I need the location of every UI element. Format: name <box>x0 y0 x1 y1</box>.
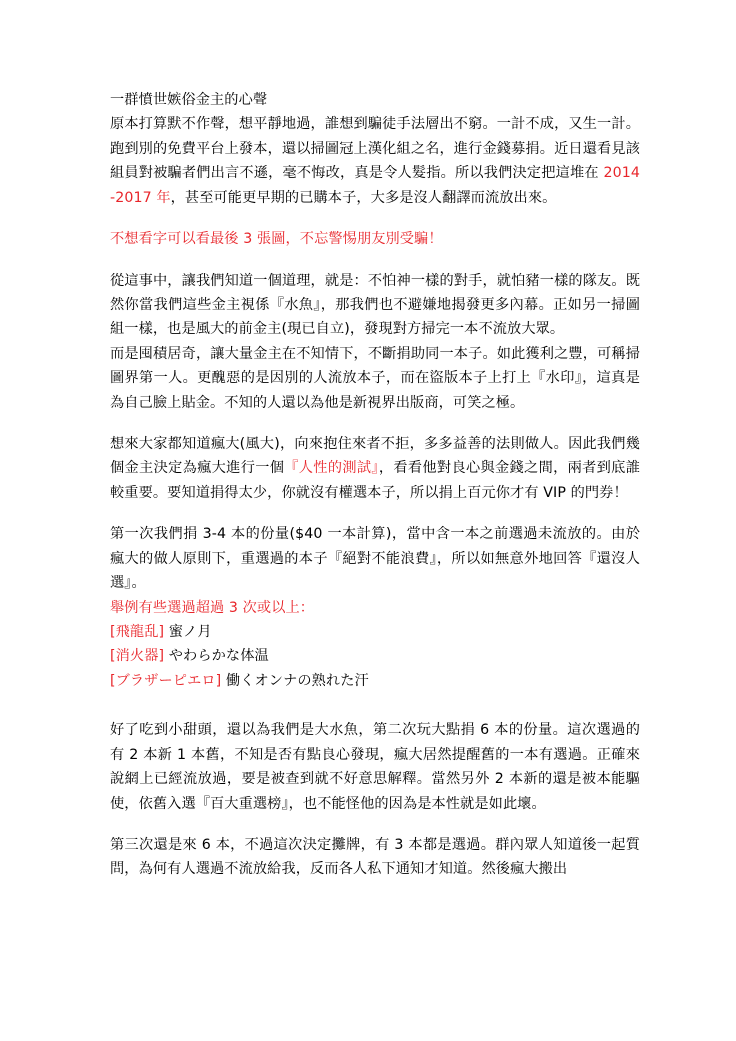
paragraph-9-text: 第三次還是來 6 本，不過這次決定攤牌，有 3 本都是選過。群內眾人知道後一起質問，為何有人選過不流放給我，反而各人私下通知才知道。然後瘋大搬出 <box>110 836 640 878</box>
paragraph-4-text: 而是囤積居奇，讓大量金主在不知情下，不斷捐助同一本子。如此獲利之豐，可稱掃圖界第一人。更醜惡的是因別的人流放本子，而在盜版本子上打上『水印』，這真是為自己臉上貼金。不知的人還以為他是新視界出版商，可笑之極。 <box>110 345 640 411</box>
list-item-tag: [消火器] <box>110 648 165 665</box>
paragraph-5-highlight: 『人性的測試』 <box>284 460 379 477</box>
warning-line <box>110 227 640 251</box>
list-item-tag: [ブラザーピエロ] <box>110 672 222 689</box>
paragraph-3-text: 從這事中，讓我們知道一個道理，就是：不怕神一樣的對手，就怕豬一樣的隊友。既然你當我們這些金主視係『水魚』，那我們也不避嫌地揭發更多內幕。正如另一掃圖組一樣，也是風大的前金主(現已自立)，發現對方掃完一本不流放大眾。 <box>110 272 640 338</box>
spacer-3 <box>110 415 640 432</box>
spacer-2 <box>110 252 640 269</box>
paragraph-1-year-range: 2014-2017 年 <box>110 165 640 206</box>
spacer-5 <box>110 693 640 710</box>
paragraph-1 <box>110 112 640 210</box>
paragraph-4 <box>110 342 640 415</box>
list-item-title: 働くオンナの熟れた汗 <box>225 672 369 689</box>
list-item <box>110 620 640 644</box>
spacer-5b <box>110 710 640 718</box>
list-item-tag: [飛龍乱] <box>110 624 165 641</box>
spacer-1 <box>110 210 640 227</box>
paragraph-1-text-part-2: ，甚至可能更早期的已購本子，大多是沒人翻譯而流放出來。 <box>170 189 557 206</box>
title-text: 一群憤世嫉俗金主的心聲 <box>110 92 268 108</box>
list-item-title: やわらかな体温 <box>168 648 269 665</box>
paragraph-1-text-part-1: 原本打算默不作聲，想平靜地過，誰想到騙徒手法層出不窮。一計不成，又生一計。跑到別的免費平台上發本，還以掃圖冠上漢化組之名，進行金錢募捐。近日還看見該組員對被騙者們出言不遜，毫不悔改，真是令人髮指。所以我們決定把這堆在 <box>110 116 640 182</box>
spacer-6 <box>110 816 640 833</box>
list-item <box>110 669 640 693</box>
paragraph-8-text: 好了吃到小甜頭，還以為我們是大水魚，第二次玩大點捐 6 本的份量。這次選過的有 2 本新 1 本舊，不知是否有點良心發現，瘋大居然提醒舊的一本有選過。正確來說網上已經流放過，要是被查到就不好意思解釋。當然另外 2 本新的還是被本能驅使，依舊入選『百大重選榜』，也不能怪他的因為是本性就是如此壞。 <box>110 722 640 812</box>
paragraph-3 <box>110 269 640 342</box>
paragraph-6 <box>110 522 640 595</box>
list-item-title: 蜜ノ月 <box>168 624 212 641</box>
spacer-4 <box>110 505 640 522</box>
paragraph-8 <box>110 718 640 816</box>
list-item <box>110 644 640 668</box>
paragraph-5 <box>110 432 640 505</box>
document-title-line <box>110 88 640 112</box>
paragraph-5-text-part-2: ，看看他對良心與金錢之間，兩者到底誰較重要。要知道捐得太少，你就沒有權選本子，所以捐上百元你才有 VIP 的門券！ <box>110 460 640 501</box>
examples-heading-text: 舉例有些選過超過 3 次或以上： <box>110 599 315 616</box>
examples-heading <box>110 596 640 620</box>
paragraph-5-text-part-1: 想來大家都知道瘋大(風大)，向來抱住來者不拒，多多益善的法則做人。因此我們幾個金主決定為瘋大進行一個 <box>110 436 640 477</box>
paragraph-6-text: 第一次我們捐 3-4 本的份量($40 一本計算)，當中含一本之前選過未流放的。由於瘋大的做人原則下，重選過的本子『絕對不能浪費』，所以如無意外地回答『還沒人選』。 <box>110 526 640 592</box>
paragraph-9 <box>110 833 640 882</box>
warning-text: 不想看字可以看最後 3 張圖，不忘警惕朋友別受騙！ <box>110 231 443 248</box>
